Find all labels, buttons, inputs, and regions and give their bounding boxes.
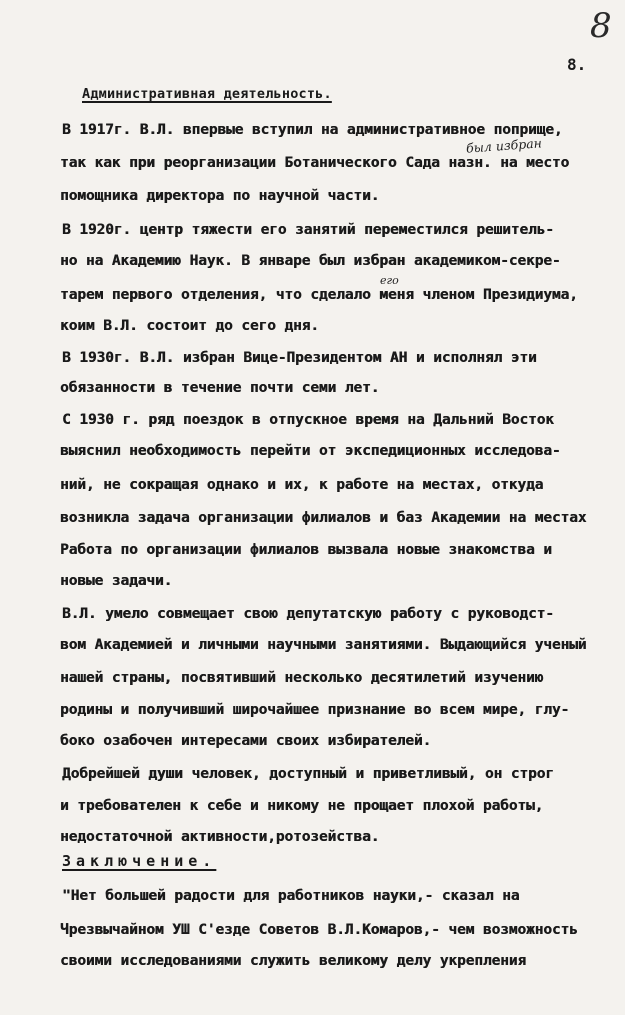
text-line: В 1920г. центр тяжести его занятий переместился решитель- xyxy=(62,222,554,238)
text-line: своими исследованиями служить великому делу укрепления xyxy=(60,953,527,969)
text-line: коим В.Л. состоит до сего дня. xyxy=(60,318,319,334)
handwritten-annotation-was-elected: был избран xyxy=(465,135,543,156)
handwritten-page-number: 8 xyxy=(590,6,612,46)
text-line: и требователен к себе и никому не прощает плохой работы, xyxy=(60,798,544,814)
text-line: В 1917г. В.Л. впервые вступил на административное поприще, xyxy=(62,122,563,138)
text-line: недостаточной активности,ротозейства. xyxy=(60,829,380,845)
text-line: так как при реорганизации Ботанического Сада назн. на место xyxy=(60,155,570,171)
text-line: боко озабочен интересами своих избирателей. xyxy=(60,733,432,749)
text-line: "Нет большей радости для работников науки,- сказал на xyxy=(62,888,520,904)
text-line: тарем первого отделения, что сделало меня членом Президиума, xyxy=(60,287,578,303)
text-line: но на Академию Наук. В январе был избран академиком-секре- xyxy=(60,253,561,269)
text-line: родины и получивший широчайшее признание во всем мире, глу- xyxy=(60,702,570,718)
text-line: В 1930г. В.Л. избран Вице-Президентом АН и исполнял эти xyxy=(62,350,537,366)
text-line: Добрейшей души человек, доступный и приветливый, он строг xyxy=(62,766,554,782)
text-line: новые задачи. xyxy=(60,573,173,589)
handwritten-annotation-his: его xyxy=(380,274,399,287)
text-line: обязанности в течение почти семи лет. xyxy=(60,380,380,396)
conclusion-heading: Заключение. xyxy=(62,852,217,870)
text-line: помощника директора по научной части. xyxy=(60,188,380,204)
text-line: вом Академией и личными научными занятиями. Выдающийся ученый xyxy=(60,637,587,653)
text-line: ний, не сокращая однако и их, к работе на местах, откуда xyxy=(60,477,544,493)
text-line: выяснил необходимость перейти от экспедиционных исследова- xyxy=(60,443,561,459)
text-line: В.Л. умело совмещает свою депутатскую работу с руководст- xyxy=(62,606,554,622)
text-line: возникла задача организации филиалов и баз Академии на местах xyxy=(60,510,587,526)
text-line: нашей страны, посвятивший несколько десятилетий изучению xyxy=(60,670,544,686)
section-title: Административная деятельность. xyxy=(82,86,332,102)
page-number: 8. xyxy=(567,55,587,74)
text-line: Работа по организации филиалов вызвала новые знакомства и xyxy=(60,542,552,558)
text-line: Чрезвычайном УШ С'езде Советов В.Л.Комаров,- чем возможность xyxy=(60,922,578,938)
text-line: С 1930 г. ряд поездок в отпускное время на Дальний Восток xyxy=(62,412,554,428)
